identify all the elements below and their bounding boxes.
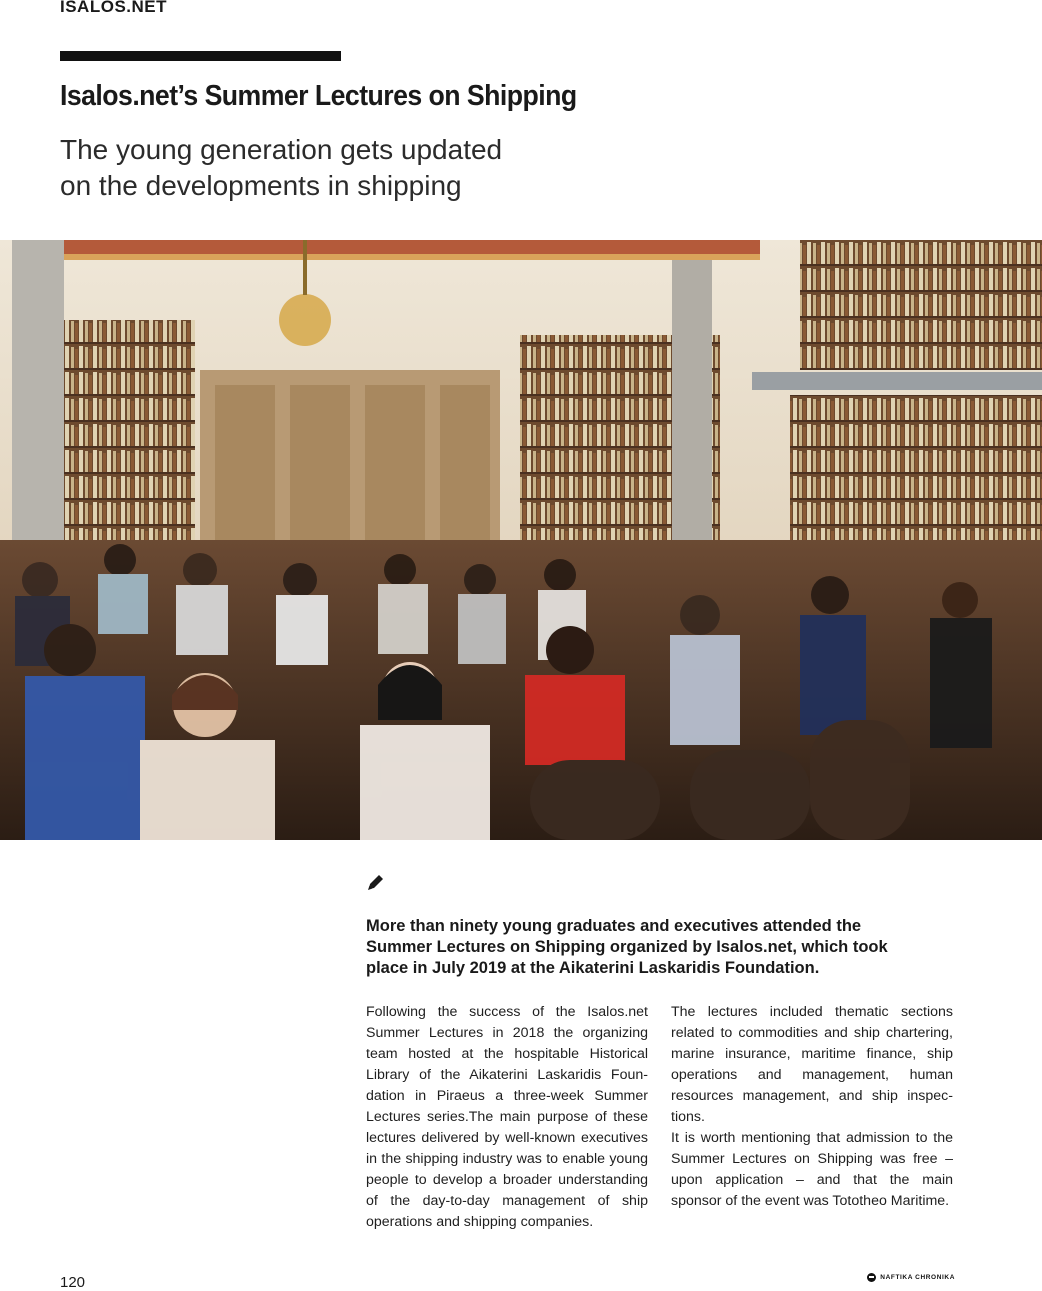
footer-brand bbox=[867, 1273, 955, 1282]
subtitle-line-2: on the developments in shipping bbox=[60, 170, 462, 201]
brand-logo-icon bbox=[867, 1273, 876, 1282]
article-title: Isalos.net’s Summer Lectures on Shipping bbox=[60, 80, 577, 112]
body-paragraph: It is worth mentioning that admission to the Summer Lectures on Shipping was free – upon application – and that the main sponsor of the event was Tototheo Maritime. bbox=[671, 1130, 953, 1209]
brand-name: NAFTIKA CHRONIKA bbox=[880, 1274, 955, 1281]
audience-photo bbox=[0, 240, 1042, 840]
body-paragraph: The lectures included thematic sections related to commodities and ship chartering, marine insurance, maritime finance, ship operations and management, human resources management, and ship inspections. bbox=[671, 1004, 953, 1125]
body-column-left bbox=[366, 1002, 648, 1233]
subtitle-line-1: The young generation gets updated bbox=[60, 134, 503, 165]
page-number: 120 bbox=[60, 1274, 86, 1291]
article-lead: More than ninety young graduates and executives attended the Summer Lectures on Shipping organized by Isalos.net, which took place in July 2019 at the Aikaterini Laskaridis Foundation. bbox=[366, 917, 888, 977]
header-rule bbox=[60, 51, 341, 61]
article-subtitle bbox=[60, 132, 660, 204]
pencil-icon bbox=[366, 872, 386, 892]
section-label: ISALOS.NET bbox=[60, 0, 168, 16]
body-column-right bbox=[671, 1002, 953, 1212]
body-paragraph: Following the success of the Isalos.net Summer Lectures in 2018 the organizing team hosted at the hospitable Historical Library of the Aikaterini Laskaridis Foundation in Piraeus a three-week Summer Lectures series.The main purpose of these lectures delivered by well-known executives in the shipping industry was to enable young people to develop a broader understanding of the day-to-day management of ship operations and shipping companies. bbox=[366, 1004, 648, 1230]
